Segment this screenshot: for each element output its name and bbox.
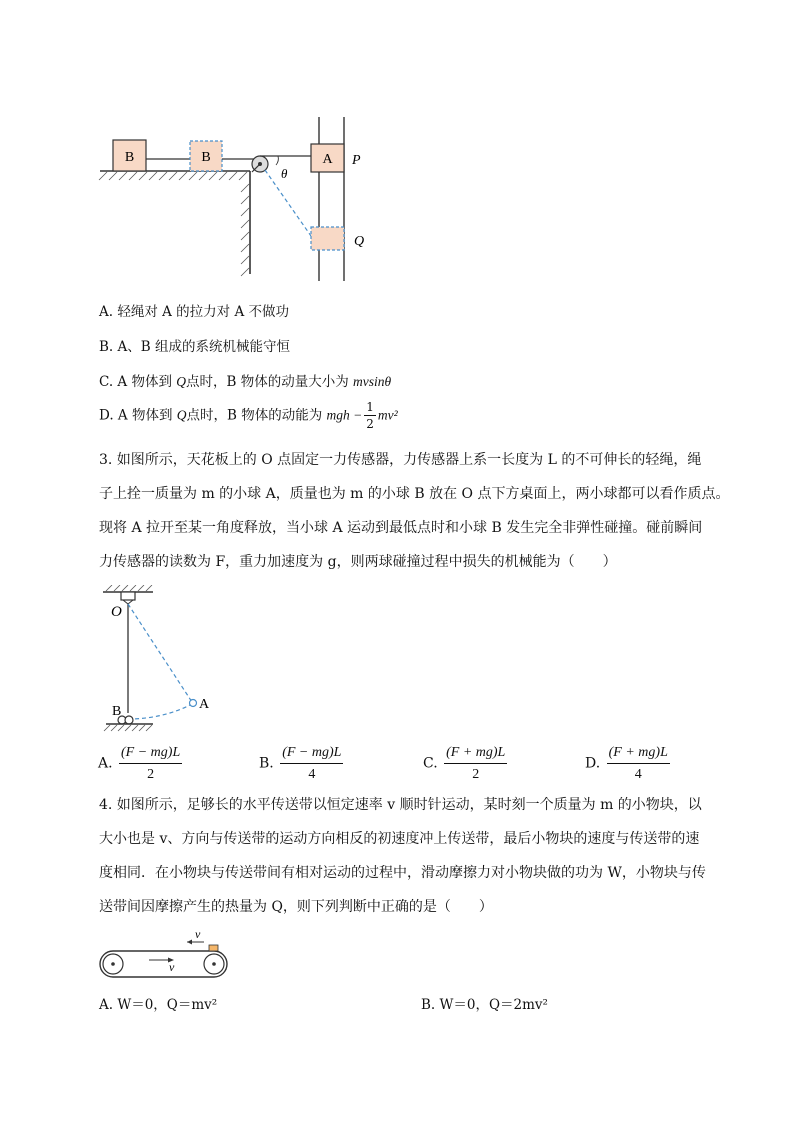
theta-label: θ (281, 166, 288, 181)
conveyor-figure (97, 928, 233, 980)
q3-line-4: 力传感器的读数为 F，重力加速度为 g，则两球碰撞过程中损失的机械能为（ ） (99, 554, 617, 570)
q3-option-a-num: (F − mg)L (119, 743, 182, 764)
q3-option-a-den: 2 (147, 767, 155, 782)
q2-d-prefix: D. A 物体到 (99, 407, 173, 424)
q4-line-1: 4. 如图所示，足够长的水平传送带以恒定速率 v 顺时针运动，某时刻一个质量为 m 的小物块，以 (99, 797, 702, 813)
block-a-label: A (322, 152, 333, 167)
q2-d-mid: 点时，B 物体的动能为 (186, 407, 323, 424)
q4-line-2: 大小也是 v、方向与传送带的运动方向相反的初速度冲上传送带，最后小物块的速度与传送带的速 (99, 831, 700, 847)
q2-c-point: Q (176, 374, 187, 389)
block-b-dashed-label: B (201, 150, 211, 165)
q3-option-c-num: (F + mg)L (444, 743, 507, 764)
point-o-label: O (111, 604, 122, 620)
q2-d-expr: mgh − (326, 407, 363, 423)
q4-option-a: A. W＝0，Q＝mv² (99, 997, 218, 1013)
q2-option-b: B. A、B 组成的系统机械能守恒 (99, 339, 290, 355)
q2-d-tail: mv² (377, 407, 398, 423)
q3-option-d-den: 4 (634, 767, 642, 782)
ball-a-label: A (199, 697, 210, 712)
q2-d-num: 1 (366, 400, 374, 414)
q3-option-c-letter: C. (423, 755, 438, 772)
q3-option-d-fraction (607, 743, 670, 784)
q4-line-4: 送带间因摩擦产生的热量为 Q，则下列判断中正确的是（ ） (99, 899, 493, 915)
q3-line-1: 3. 如图所示，天花板上的 O 点固定一力传感器，力传感器上系一长度为 L 的不可伸长的轻绳，绳 (99, 452, 702, 468)
q2-d-fraction (364, 400, 376, 431)
q3-line-3: 现将 A 拉开至某一角度释放，当小球 A 运动到最低点时和小球 B 发生完全非弹性碰撞。碰前瞬间 (99, 520, 703, 536)
pendulum-figure (98, 585, 228, 735)
q2-option-a: A. 轻绳对 A 的拉力对 A 不做功 (99, 304, 289, 320)
q3-option-b (259, 743, 345, 784)
q3-line-2: 子上拴一质量为 m 的小球 A，质量也为 m 的小球 B 放在 O 点下方桌面上，两小球都可以看作质点。 (99, 486, 730, 502)
q3-option-b-letter: B. (259, 755, 274, 772)
q3-option-c-fraction (444, 743, 507, 784)
q3-option-c (423, 743, 509, 784)
q2-c-prefix: C. A 物体到 (99, 374, 172, 390)
q4-line-3: 度相同．在小物块与传送带间有相对运动的过程中，滑动摩擦力对小物块做的功为 W，小物块与传 (99, 865, 706, 881)
point-p-label: P (352, 153, 361, 168)
q3-option-c-den: 2 (472, 767, 480, 782)
q3-option-b-den: 4 (308, 767, 316, 782)
q3-option-b-num: (F − mg)L (280, 743, 343, 764)
belt-velocity-label: v (169, 960, 175, 974)
block-b-label: B (124, 150, 135, 165)
q2-d-point: Q (176, 407, 187, 423)
q3-option-a (98, 743, 184, 784)
q3-option-d-num: (F + mg)L (607, 743, 670, 764)
block-velocity-label: v (195, 928, 201, 941)
q3-option-a-letter: A. (98, 755, 113, 772)
q3-option-a-fraction (119, 743, 182, 784)
q2-option-c (99, 372, 391, 392)
q3-option-d-letter: D. (585, 755, 601, 772)
q2-option-d (99, 400, 398, 440)
q3-option-d (585, 743, 672, 784)
q2-c-mid: 点时，B 物体的动量大小为 (186, 374, 349, 390)
pulley-figure (95, 112, 385, 284)
q2-c-expr: mvsinθ (353, 374, 392, 389)
q3-option-b-fraction (280, 743, 343, 784)
point-q-label: Q (354, 234, 365, 249)
q4-option-b: B. W＝0，Q＝2mv² (421, 997, 548, 1013)
ball-b-label: B (112, 704, 122, 719)
q2-d-den: 2 (366, 417, 374, 431)
